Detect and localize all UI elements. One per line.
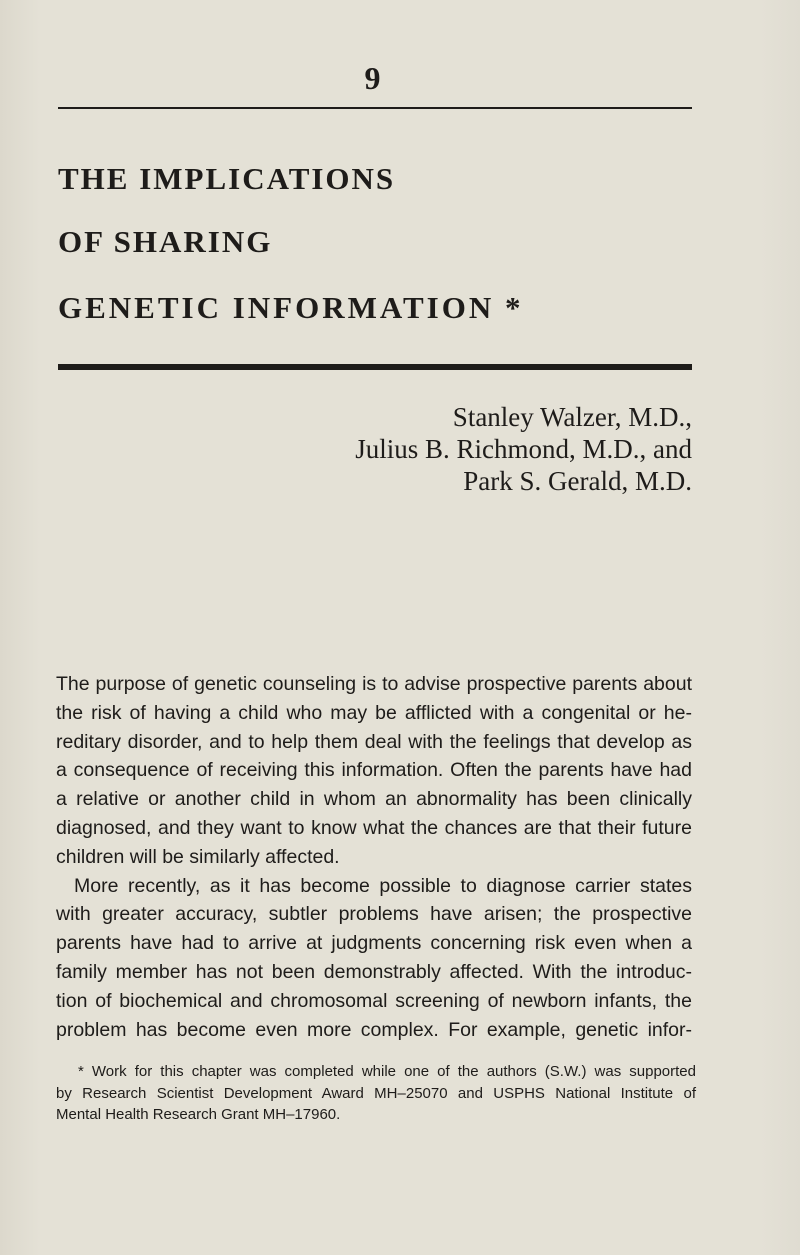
text-line: family member has not been demonstrably affected. With the introduc- xyxy=(56,960,692,983)
chapter-title-line-1: THE IMPLICATIONS xyxy=(58,161,396,196)
footnote-line: Mental Health Research Grant MH–17960. xyxy=(56,1106,341,1123)
text-line: More recently, as it has become possible to diagnose carrier states xyxy=(74,874,692,897)
text-line: problem has become even more complex. For example, genetic infor- xyxy=(56,1018,692,1041)
body-text xyxy=(56,670,692,1044)
author-list xyxy=(355,401,692,497)
text-line: parents have had to arrive at judgments concerning risk even when a xyxy=(56,932,692,955)
text-line: the risk of having a child who may be afflicted with a congenital or he- xyxy=(56,701,692,724)
text-line: diagnosed, and they want to know what the chances are that their future xyxy=(56,816,692,839)
footnote xyxy=(56,1061,696,1126)
author-2: Julius B. Richmond, M.D., and xyxy=(355,434,692,464)
author-3: Park S. Gerald, M.D. xyxy=(463,466,692,496)
footnote-line: by Research Scientist Development Award MH–25070 and USPHS National Institute of xyxy=(56,1084,696,1102)
text-line: a relative or another child in whom an abnormality has been clinically xyxy=(56,788,692,811)
text-line: children will be similarly affected. xyxy=(56,845,340,868)
footnote-line: * Work for this chapter was completed while one of the authors (S.W.) was supported xyxy=(78,1063,696,1080)
chapter-number: 9 xyxy=(364,60,381,96)
title-rule xyxy=(58,364,692,370)
text-line: The purpose of genetic counseling is to advise prospective parents about xyxy=(56,673,692,695)
text-line: reditary disorder, and to help them deal with the feelings that develop as xyxy=(56,730,692,753)
text-line: tion of biochemical and chromosomal screening of newborn infants, the xyxy=(56,989,692,1012)
top-rule xyxy=(58,107,692,109)
chapter-title-line-2: OF SHARING xyxy=(58,224,273,259)
text-line: with greater accuracy, subtler problems have arisen; the prospective xyxy=(56,903,692,926)
chapter-title-line-3: GENETIC INFORMATION * xyxy=(58,290,524,325)
text-line: a consequence of receiving this information. Often the parents have had xyxy=(56,759,692,782)
paragraph-1 xyxy=(56,670,692,872)
paragraph-2 xyxy=(56,872,692,1045)
author-1: Stanley Walzer, M.D., xyxy=(452,402,692,432)
